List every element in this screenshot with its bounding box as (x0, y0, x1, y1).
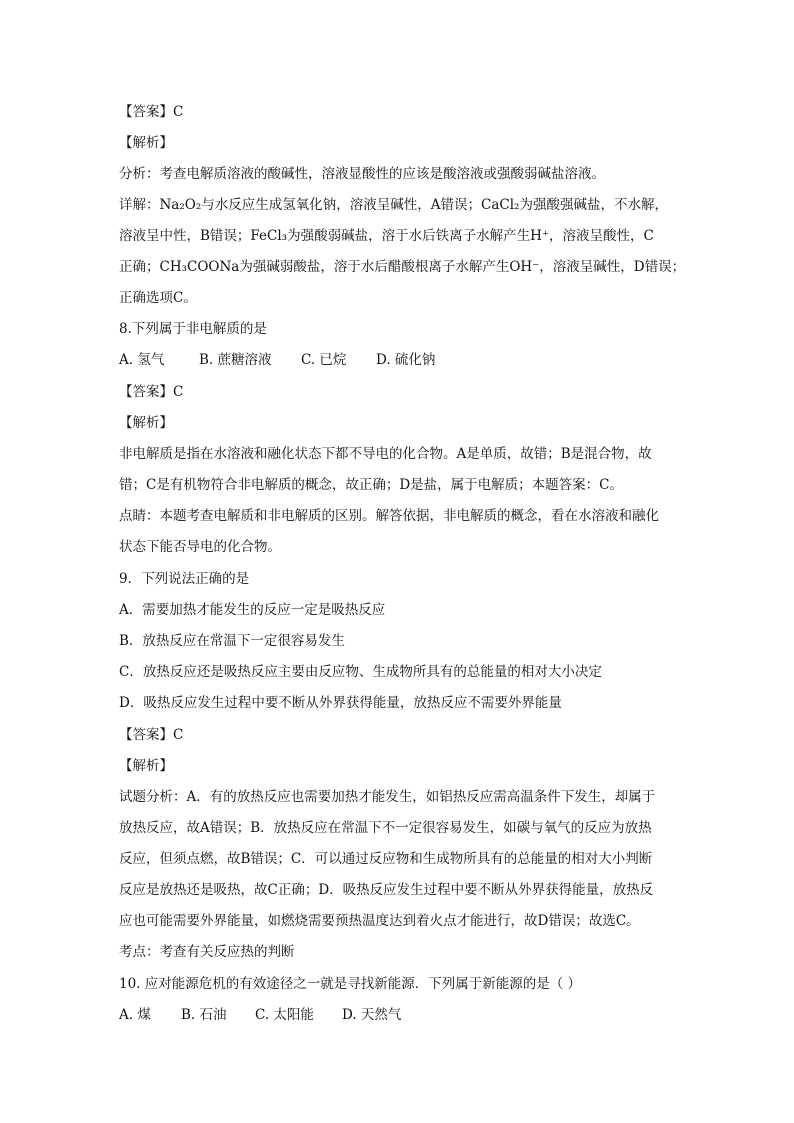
q8-answer: 【答案】C (119, 384, 184, 400)
q9-option-d: D．吸热反应发生过程中要不断从外界获得能量，放热反应不需要外界能量 (119, 695, 562, 711)
q10-option-d: D. 天然气 (342, 1007, 402, 1023)
q9-analysis-line: 放热反应，故A错误；B．放热反应在常温下不一定很容易发生，如碳与氧气的反应为放热 (119, 820, 652, 836)
q10-option-a: A. 煤 (119, 1007, 151, 1023)
q8-stem: 8.下列属于非电解质的是 (119, 321, 267, 337)
q9-stem: 9．下列说法正确的是 (119, 571, 250, 587)
q9-analysis-line: 反应，但须点燃，故B错误；C．可以通过反应物和生成物所具有的总能量的相对大小判断 (119, 851, 653, 867)
q9-analysis-line: 反应是放热还是吸热，故C正确；D．吸热反应发生过程中要不断从外界获得能量，放热反 (119, 882, 654, 898)
q7-analysis-line: 正确；CH₃COONa为强碱弱酸盐，溶于水后醋酸根离子水解产生OH⁻，溶液呈碱性，D错误； (119, 259, 686, 275)
q9-option-b: B．放热反应在常温下一定很容易发生 (119, 633, 345, 649)
q10-stem: 10. 应对能源危机的有效途径之一就是寻找新能源．下列属于新能源的是（ ） (119, 976, 582, 992)
q8-options (119, 350, 679, 370)
q7-analysis-line: 分析：考查电解质溶液的酸碱性，溶液显酸性的应该是酸溶液或强酸弱碱盐溶液。 (119, 166, 605, 182)
q8-analysis-line: 点睛：本题考查电解质和非电解质的区别。解答依据，非电解质的概念，看在水溶液和融化 (119, 508, 659, 524)
q9-analysis-line: 考点：考查有关反应热的判断 (119, 944, 295, 960)
q9-answer: 【答案】C (119, 727, 184, 743)
q7-analysis-line: 详解：Na₂O₂与水反应生成氢氧化钠，溶液呈碱性，A错误；CaCl₂为强酸强碱盐，不水解， (119, 197, 668, 213)
q9-analysis-line: 应也可能需要外界能量，如燃烧需要预热温度达到着火点才能进行，故D错误；故选C。 (119, 913, 640, 929)
q10-option-b: B. 石油 (181, 1007, 227, 1023)
q9-option-a: A．需要加热才能发生的反应一定是吸热反应 (119, 602, 386, 618)
q8-option-a: A. 氢气 (119, 352, 165, 368)
q8-option-b: B. 蔗糖溶液 (199, 352, 272, 368)
q7-analysis-line: 正确选项C。 (119, 290, 197, 306)
q9-analysis-heading: 【解析】 (119, 758, 173, 774)
q8-analysis-line: 非电解质是指在水溶液和融化状态下都不导电的化合物。A是单质，故错；B是混合物，故 (119, 446, 652, 462)
q8-option-c: C. 已烷 (301, 352, 347, 368)
q10-option-c: C. 太阳能 (255, 1007, 314, 1023)
q8-analysis-line: 错；C是有机物符合非电解质的概念，故正确；D是盐，属于电解质；本题答案：C。 (119, 477, 623, 493)
q9-analysis-line: 试题分析：A．有的放热反应也需要加热才能发生，如铝热反应需高温条件下发生，却属于 (119, 789, 656, 805)
q7-answer: 【答案】C (119, 104, 184, 120)
q8-analysis-heading: 【解析】 (119, 415, 173, 431)
q7-analysis-heading: 【解析】 (119, 135, 173, 151)
q10-options (119, 1005, 679, 1025)
q9-option-c: C．放热反应还是吸热反应主要由反应物、生成物所具有的总能量的相对大小决定 (119, 664, 602, 680)
q8-analysis-line: 状态下能否导电的化合物。 (119, 539, 281, 555)
q7-analysis-line: 溶液呈中性，B错误；FeCl₃为强酸弱碱盐，溶于水后铁离子水解产生H⁺，溶液呈酸性，C (119, 228, 654, 244)
q8-option-d: D. 硫化钠 (376, 352, 436, 368)
